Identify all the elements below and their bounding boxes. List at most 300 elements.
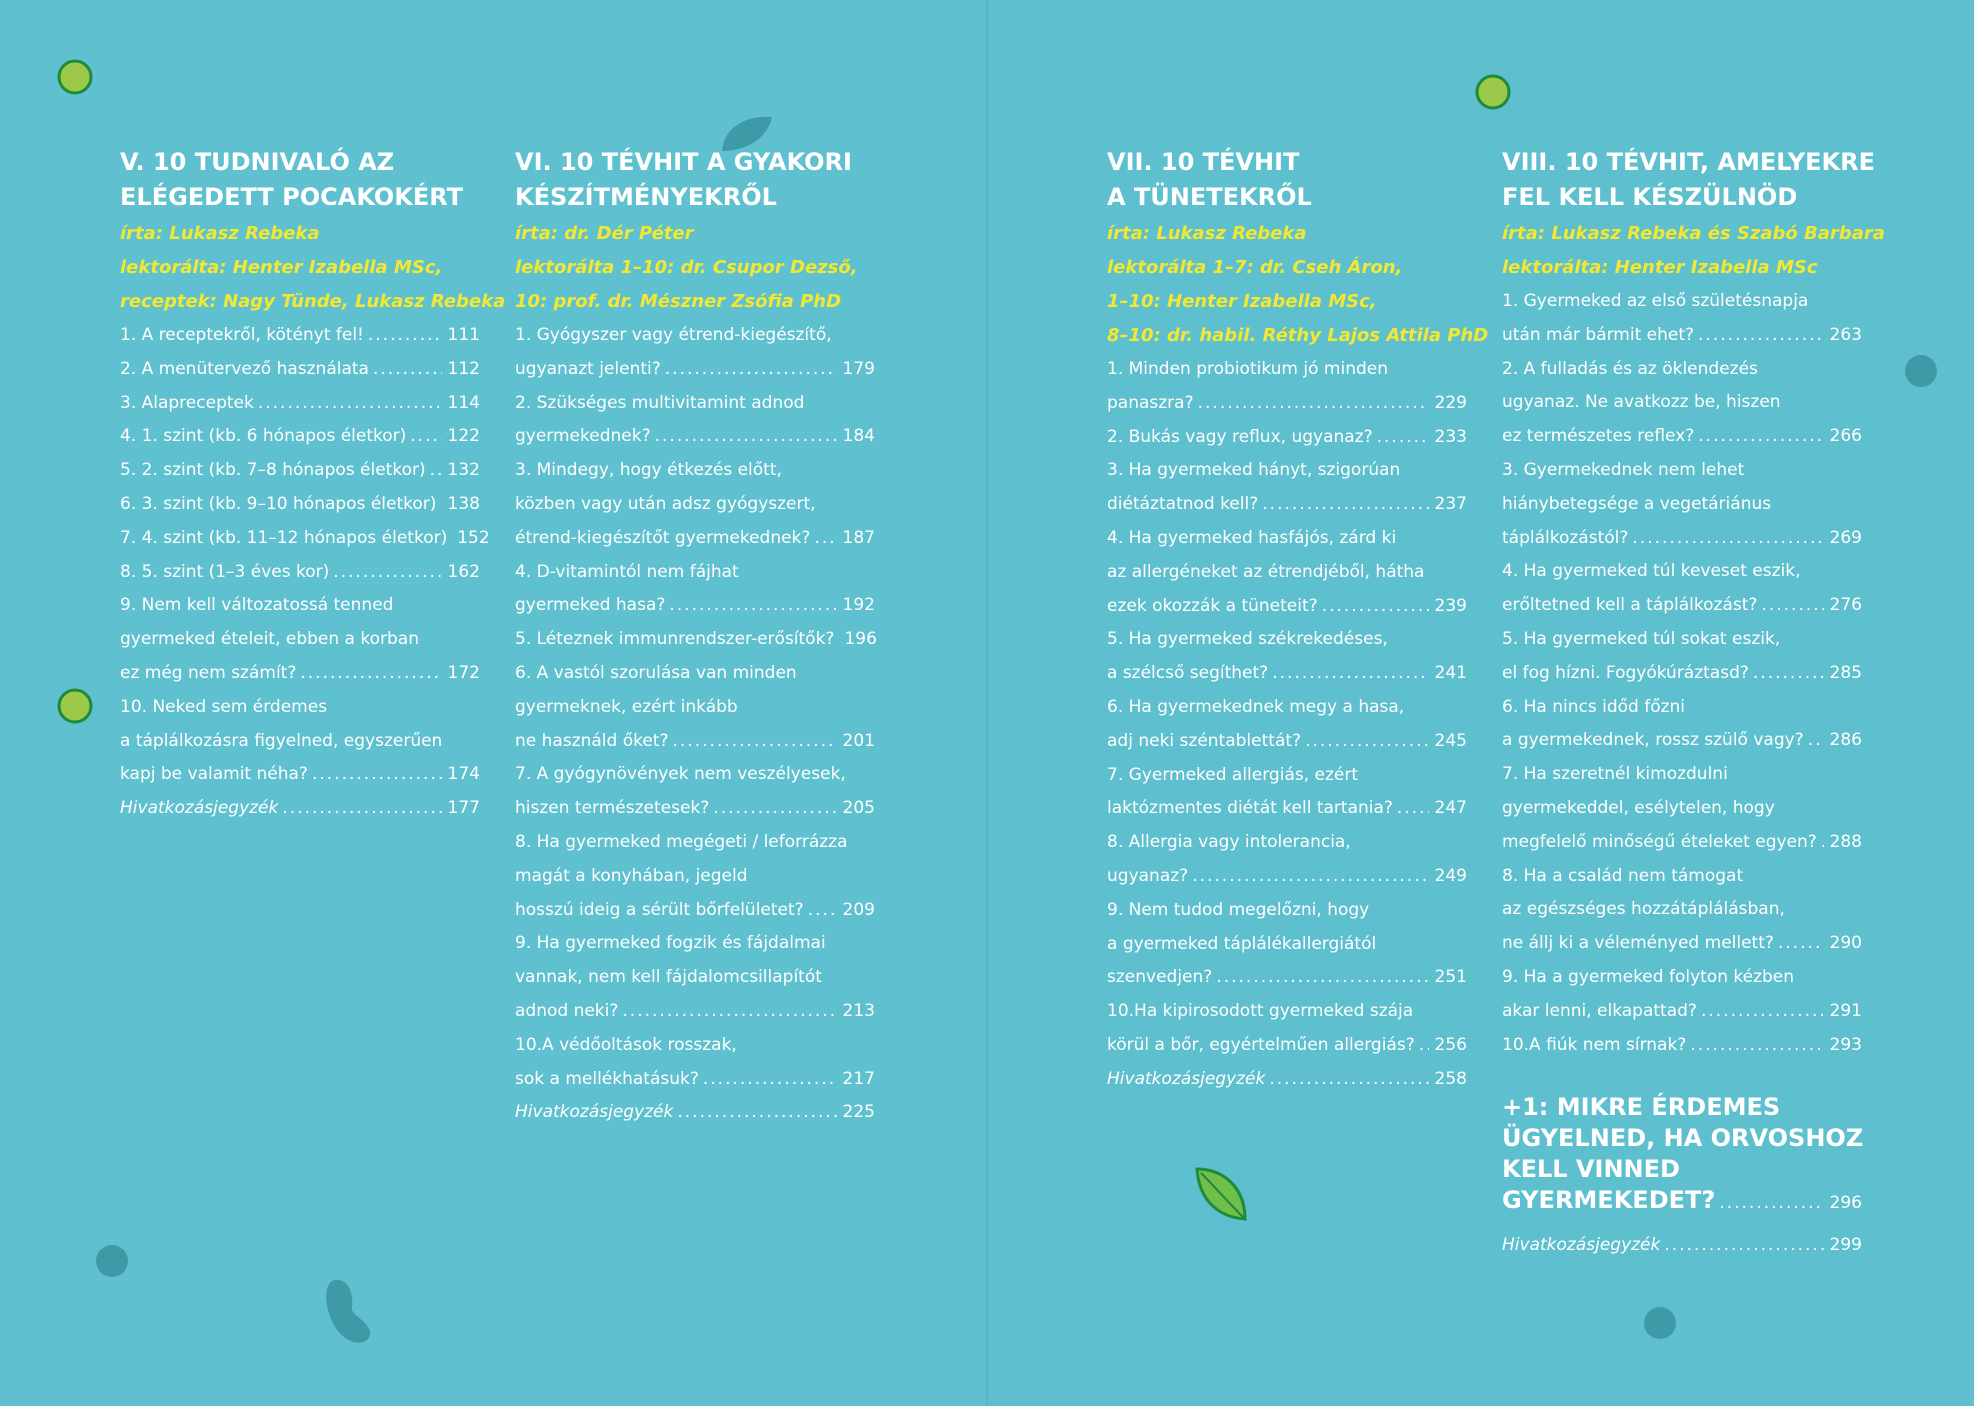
entry-last-line — [515, 623, 875, 657]
entry-last-line — [515, 420, 875, 454]
dot-leader — [1272, 657, 1428, 691]
dot-leader — [282, 792, 441, 826]
toc-entry[interactable] — [515, 927, 875, 1028]
page-number: 239 — [1434, 595, 1467, 616]
toc-entry[interactable] — [1107, 353, 1467, 421]
page-number: 249 — [1434, 865, 1467, 886]
toc-entry[interactable] — [1107, 826, 1467, 894]
dot-leader — [814, 522, 836, 556]
bonus-title[interactable] — [1502, 1092, 1862, 1219]
entry-last-line — [1107, 792, 1467, 826]
entry-text: 1. A receptekről, kötényt fel! — [120, 325, 364, 345]
section-title-line: KÉSZÍTMÉNYEKRŐL — [515, 183, 777, 211]
dot-leader — [1262, 488, 1428, 522]
section-title-line: VI. 10 TÉVHIT A GYAKORI — [515, 148, 852, 176]
dot-leader — [1632, 522, 1823, 556]
entry-text-line: 4. Ha gyermeked túl keveset eszik, — [1502, 561, 1801, 582]
dot-leader — [1719, 1188, 1823, 1219]
dot-leader — [1698, 420, 1823, 454]
entry-last-line — [120, 420, 480, 454]
entry-last-line — [515, 589, 875, 623]
entry-text: ezek okozzák a tüneteit? — [1107, 595, 1318, 616]
toc-entry[interactable] — [515, 657, 875, 758]
entry-last-line — [120, 556, 480, 590]
entry-text: táplálkozástól? — [1502, 527, 1629, 548]
toc-entries — [1107, 353, 1467, 1097]
entry-last-line — [1502, 995, 1862, 1029]
entry-last-line — [1502, 319, 1862, 353]
credit-line: írta: Lukasz Rebeka — [1107, 223, 1307, 244]
toc-entry[interactable] — [120, 589, 480, 690]
entry-text-line: 10.A védőoltások rosszak, — [515, 1034, 737, 1055]
entry-last-line — [1107, 387, 1467, 421]
page-number: 112 — [447, 358, 480, 379]
toc-column-v — [120, 145, 506, 826]
toc-entry[interactable] — [1502, 691, 1862, 759]
toc-entry[interactable] — [1502, 285, 1862, 353]
credit-line: írta: Lukasz Rebeka és Szabó Barbara — [1502, 223, 1885, 244]
entry-last-line — [1502, 1029, 1862, 1063]
entry-text-line: a táplálkozásra figyelned, egyszerűen — [120, 730, 443, 751]
entry-text-line: 1. Gyógyszer vagy étrend-kiegészítő, — [515, 325, 832, 345]
entry-last-line — [1502, 589, 1862, 623]
entry-text-line: az egészséges hozzátáplálásban, — [1502, 899, 1785, 920]
entry-text-line: 9. Nem kell változatossá tenned — [120, 595, 394, 616]
credit-line: 1–10: Henter Izabella MSc, — [1107, 291, 1377, 312]
entry-text: sok a mellékhatásuk? — [515, 1068, 699, 1089]
entry-text-line: közben vagy után adsz gyógyszert, — [515, 493, 816, 514]
section-title-line: VIII. 10 TÉVHIT, AMELYEKRE — [1502, 148, 1876, 176]
entry-text: panaszra? — [1107, 392, 1194, 413]
page-number: 172 — [447, 662, 480, 683]
page-gutter — [986, 0, 988, 1406]
page-number: 209 — [842, 899, 875, 920]
entry-text: megfelelő minőségű ételeket egyen? — [1502, 831, 1817, 852]
dot-leader — [373, 353, 442, 387]
entry-text-line: 9. Ha gyermeked fogzik és fájdalmai — [515, 933, 826, 954]
page-number: 192 — [842, 595, 875, 616]
toc-entries — [515, 319, 875, 1130]
entry-text: 5. Léteznek immunrendszer-erősítők? — [515, 629, 835, 650]
section-title — [1502, 145, 1876, 215]
toc-entry[interactable] — [515, 319, 875, 387]
entry-text: adnod neki? — [515, 1000, 619, 1021]
dot-leader — [665, 353, 837, 387]
page-number: 122 — [447, 426, 480, 447]
entry-text: Hivatkozásjegyzék — [120, 798, 279, 819]
page-number: 233 — [1434, 426, 1467, 447]
toc-entry[interactable] — [120, 319, 480, 353]
entry-text: 10.A fiúk nem sírnak? — [1502, 1034, 1687, 1055]
toc-entry[interactable] — [120, 691, 480, 792]
entry-text-line: 2. Szükséges multivitamint adnod — [515, 392, 805, 413]
entry-last-line — [120, 387, 480, 421]
entry-text: 8. 5. szint (1–3 éves kor) — [120, 561, 330, 582]
page-number: 177 — [447, 798, 480, 819]
entry-text: hiszen természetesek? — [515, 798, 710, 819]
teal-bean-icon — [318, 1275, 378, 1347]
bonus-section — [1502, 1092, 1862, 1263]
entry-last-line — [1502, 826, 1862, 860]
entry-text: el fog hízni. Fogyókúráztasd? — [1502, 662, 1749, 683]
bonus-title-line: KELL VINNED — [1502, 1155, 1680, 1184]
page-number: 285 — [1829, 662, 1862, 683]
toc-entry[interactable] — [120, 420, 480, 454]
credit-line: lektorálta 1–10: dr. Csupor Dezső, — [515, 257, 858, 278]
page-number: 225 — [842, 1102, 875, 1123]
entry-text: 2. Bukás vagy reflux, ugyanaz? — [1107, 426, 1373, 447]
toc-entry[interactable] — [1107, 421, 1467, 455]
toc-entry[interactable] — [515, 1029, 875, 1097]
entry-last-line — [515, 995, 875, 1029]
credit-line: 10: prof. dr. Mészner Zsófia PhD — [515, 291, 842, 312]
toc-entry[interactable] — [120, 454, 480, 488]
entry-text: 4. 1. szint (kb. 6 hónapos életkor) — [120, 426, 407, 447]
page-number: 217 — [842, 1068, 875, 1089]
credit-line: lektorálta: Henter Izabella MSc — [1502, 257, 1818, 278]
dot-leader — [1198, 387, 1429, 421]
dot-leader — [1269, 1063, 1428, 1097]
entry-text-line: 7. Gyermeked allergiás, ezért — [1107, 764, 1359, 785]
page-number: 229 — [1434, 392, 1467, 413]
entry-text: ugyanaz? — [1107, 865, 1189, 886]
dot-leader — [1322, 590, 1429, 624]
dot-leader — [1808, 724, 1824, 758]
entry-last-line — [515, 894, 875, 928]
credit-line: írta: Lukasz Rebeka — [120, 223, 320, 244]
section-title — [120, 145, 480, 215]
entry-text-line: 1. Gyermeked az első születésnapja — [1502, 291, 1809, 311]
references-entry[interactable] — [1502, 1229, 1862, 1263]
entry-text-line: 3. Ha gyermeked hányt, szigorúan — [1107, 460, 1401, 481]
credit-line: receptek: Nagy Tünde, Lukasz Rebeka — [120, 291, 506, 312]
entry-last-line — [1107, 421, 1467, 455]
entry-last-line — [120, 522, 490, 556]
entry-text-line: 7. Ha szeretnél kimozdulni — [1502, 764, 1728, 785]
toc-entry[interactable] — [1502, 961, 1862, 1029]
entry-text: ne állj ki a véleményed mellett? — [1502, 933, 1774, 954]
entry-last-line — [120, 792, 480, 826]
dot-leader — [1821, 826, 1824, 860]
entry-text-line: gyermeked ételeit, ebben a korban — [120, 629, 419, 650]
teal-dot-icon — [94, 1243, 130, 1279]
dot-leader — [258, 387, 442, 421]
credit-line: lektorálta 1–7: dr. Cseh Áron, — [1107, 257, 1403, 278]
toc-entry[interactable] — [515, 623, 875, 657]
dot-leader — [1664, 1229, 1823, 1263]
entry-text-line: 10. Neked sem érdemes — [120, 696, 328, 717]
entry-text-line: ugyanaz. Ne avatkozz be, hiszen — [1502, 392, 1781, 413]
dot-leader — [669, 589, 836, 623]
bonus-title-text: GYERMEKEDET? — [1502, 1186, 1716, 1215]
entry-last-line — [120, 454, 480, 488]
dot-leader — [312, 758, 442, 792]
page-number: 213 — [842, 1000, 875, 1021]
references-entry[interactable] — [120, 792, 480, 826]
dot-leader — [1761, 589, 1823, 623]
section-title — [1107, 145, 1467, 215]
page-number: 205 — [842, 798, 875, 819]
toc-entry[interactable] — [515, 826, 875, 927]
page-number: 299 — [1829, 1235, 1862, 1256]
page-number: 245 — [1434, 730, 1467, 751]
page-number: 276 — [1829, 595, 1862, 616]
page-number: 138 — [447, 493, 480, 514]
entry-text: gyermekednek? — [515, 426, 651, 447]
entry-text-line: a gyermeked táplálékallergiától — [1107, 933, 1377, 954]
entry-text: étrend-kiegészítőt gyermekednek? — [515, 527, 811, 548]
dot-leader — [1397, 792, 1429, 826]
page-number: 291 — [1829, 1000, 1862, 1021]
toc-entry[interactable] — [1502, 758, 1862, 859]
entry-text-line: 4. D-vitamintól nem fájhat — [515, 561, 739, 582]
page-number: 296 — [1829, 1193, 1862, 1214]
entry-text-line: 10.Ha kipirosodott gyermeked szája — [1107, 1001, 1414, 1022]
page-number: 187 — [842, 527, 875, 548]
entry-last-line — [1107, 725, 1467, 759]
entry-text: Hivatkozásjegyzék — [1502, 1235, 1661, 1256]
entry-text: a szélcső segíthet? — [1107, 663, 1269, 684]
entry-text-line: 2. A fulladás és az öklendezés — [1502, 358, 1758, 379]
page-number: 293 — [1829, 1034, 1862, 1055]
page-number: 114 — [447, 392, 480, 413]
entry-last-line — [1502, 420, 1862, 454]
toc-entry[interactable] — [515, 758, 875, 826]
section-title-line: V. 10 TUDNIVALÓ AZ — [120, 148, 395, 176]
entry-text: 6. 3. szint (kb. 9–10 hónapos életkor) — [120, 493, 437, 514]
entry-last-line — [515, 1096, 875, 1130]
dot-leader — [333, 556, 441, 590]
toc-column-vii — [1107, 145, 1489, 1097]
toc-entry[interactable] — [515, 387, 875, 455]
toc-entry[interactable] — [1107, 691, 1467, 759]
entry-text-line: 7. A gyógynövények nem veszélyesek, — [515, 764, 846, 785]
entry-last-line — [1502, 1229, 1862, 1263]
dot-leader — [622, 995, 836, 1029]
entry-last-line — [120, 319, 480, 353]
dot-leader — [1419, 1029, 1429, 1063]
page-number: 162 — [447, 561, 480, 582]
entry-text-line: gyermekeddel, esélytelen, hogy — [1502, 797, 1775, 818]
toc-entry[interactable] — [1107, 759, 1467, 827]
section-title-line: FEL KELL KÉSZÜLNÖD — [1502, 183, 1798, 211]
toc-entry[interactable] — [1107, 454, 1467, 522]
dot-leader — [430, 454, 442, 488]
entry-last-line — [1107, 488, 1467, 522]
toc-entry[interactable] — [1502, 860, 1862, 961]
entry-last-line — [515, 1063, 875, 1097]
references-entry[interactable] — [1107, 1063, 1467, 1097]
dot-leader — [673, 725, 837, 759]
page-number: 286 — [1829, 730, 1862, 751]
dot-leader — [1778, 927, 1824, 961]
toc-column-vi — [515, 145, 875, 1130]
entry-text-line: 6. Ha gyermekednek megy a hasa, — [1107, 696, 1405, 717]
page-number: 263 — [1829, 324, 1862, 345]
page-number: 266 — [1829, 426, 1862, 447]
page-number: 179 — [842, 358, 875, 379]
entry-last-line — [515, 353, 875, 387]
entry-text-line: az allergéneket az étrendjéből, hátha — [1107, 561, 1425, 582]
credit-line: írta: dr. Dér Péter — [515, 223, 694, 244]
dot-leader — [703, 1063, 837, 1097]
entry-last-line — [1107, 1063, 1467, 1097]
page-number: 132 — [447, 460, 480, 481]
green-dot-icon — [56, 58, 94, 96]
dot-leader — [368, 319, 442, 353]
entry-last-line — [1107, 860, 1467, 894]
entry-text: hosszú ideig a sérült bőrfelületet? — [515, 899, 804, 920]
toc-column-viii — [1502, 145, 1885, 1263]
dot-leader — [1698, 319, 1824, 353]
entry-text: szenvedjen? — [1107, 967, 1213, 988]
entry-text-line: 1. Minden probiotikum jó minden — [1107, 359, 1388, 379]
toc-entry[interactable] — [1502, 623, 1862, 691]
entry-text-line: 8. Allergia vagy intolerancia, — [1107, 832, 1351, 853]
toc-entry[interactable] — [120, 488, 480, 522]
dot-leader — [1377, 421, 1429, 455]
entry-text-line: magát a konyhában, jegeld — [515, 865, 748, 886]
entry-text: 3. Alapreceptek — [120, 392, 254, 413]
entry-text: Hivatkozásjegyzék — [1107, 1068, 1266, 1089]
page-number: 256 — [1434, 1034, 1467, 1055]
entry-text: erőltetned kell a táplálkozást? — [1502, 595, 1758, 616]
dot-leader — [1690, 1029, 1823, 1063]
entry-last-line — [515, 725, 875, 759]
entry-text-line: 9. Ha a gyermeked folyton kézben — [1502, 966, 1795, 987]
toc-entry[interactable] — [1107, 522, 1467, 623]
toc-entry[interactable] — [515, 556, 875, 624]
dot-leader — [410, 420, 441, 454]
toc-entry[interactable] — [1502, 555, 1862, 623]
entry-text-line: 6. Ha nincs időd főzni — [1502, 696, 1686, 717]
bonus-title-line: +1: MIKRE ÉRDEMES — [1502, 1093, 1781, 1122]
page-number: 237 — [1434, 494, 1467, 515]
entry-last-line — [1502, 927, 1862, 961]
references-entry[interactable] — [515, 1096, 875, 1130]
toc-entries — [120, 319, 490, 826]
bonus-title-line: ÜGYELNED, HA ORVOSHOZ — [1502, 1124, 1864, 1153]
entry-text: kapj be valamit néha? — [120, 764, 308, 785]
section-title — [515, 145, 875, 215]
entry-text: 7. 4. szint (kb. 11–12 hónapos életkor) — [120, 527, 448, 548]
entry-text: ez természetes reflex? — [1502, 426, 1695, 447]
toc-entry[interactable] — [120, 387, 480, 421]
toc-entry[interactable] — [1502, 454, 1862, 555]
entry-text: Hivatkozásjegyzék — [515, 1102, 674, 1123]
dot-leader — [1305, 725, 1428, 759]
dot-leader — [677, 1096, 836, 1130]
page-number: 184 — [842, 426, 875, 447]
entry-last-line — [120, 758, 480, 792]
page-number: 201 — [842, 730, 875, 751]
entry-last-line — [515, 522, 875, 556]
dot-leader — [713, 792, 836, 826]
entry-text-line: 4. Ha gyermeked hasfájós, zárd ki — [1107, 527, 1397, 548]
toc-entry[interactable] — [120, 353, 480, 387]
entry-text-line: 9. Nem tudod megelőzni, hogy — [1107, 899, 1370, 920]
entry-last-line — [515, 792, 875, 826]
bonus-title-last-line — [1502, 1185, 1862, 1219]
section-title-line: VII. 10 TÉVHIT — [1107, 148, 1300, 176]
page-number: 247 — [1434, 798, 1467, 819]
entry-text: ez még nem számít? — [120, 662, 297, 683]
dot-leader — [655, 420, 837, 454]
toc-entry[interactable] — [120, 556, 480, 590]
entry-last-line — [120, 488, 480, 522]
entry-text: gyermeked hasa? — [515, 595, 666, 616]
credit-line: lektorálta: Henter Izabella MSc, — [120, 257, 443, 278]
entry-last-line — [1502, 522, 1862, 556]
entry-text-line: 6. A vastól szorulása van minden — [515, 662, 797, 683]
page-number: 258 — [1434, 1068, 1467, 1089]
entry-text-line: vannak, nem kell fájdalomcsillapítót — [515, 967, 822, 988]
page-number: 152 — [457, 527, 490, 548]
entry-last-line — [1502, 657, 1862, 691]
entry-text-line: 5. Ha gyermeked székrekedéses, — [1107, 629, 1388, 650]
toc-entry[interactable] — [515, 454, 875, 555]
toc-entry[interactable] — [120, 522, 490, 556]
entry-text: 2. A menütervező használata — [120, 358, 369, 379]
entry-last-line — [1107, 961, 1467, 995]
toc-entries — [1502, 285, 1862, 1062]
toc-entry[interactable] — [1107, 894, 1467, 995]
entry-text: 5. 2. szint (kb. 7–8 hónapos életkor) — [120, 460, 426, 481]
page-number: 174 — [447, 764, 480, 785]
page-number: 111 — [447, 325, 480, 345]
entry-text: ne használd őket? — [515, 730, 669, 751]
entry-text: akar lenni, elkapattad? — [1502, 1000, 1697, 1021]
toc-entry[interactable] — [1502, 1029, 1862, 1063]
teal-dot-icon — [1642, 1305, 1678, 1341]
dot-leader — [1192, 860, 1428, 894]
page-number: 288 — [1829, 831, 1862, 852]
entry-text: a gyermekednek, rossz szülő vagy? — [1502, 730, 1804, 751]
entry-text-line: 8. Ha gyermeked megégeti / leforrázza — [515, 831, 848, 852]
page-number: 290 — [1829, 933, 1862, 954]
dot-leader — [1701, 995, 1824, 1029]
section-title-line: ELÉGEDETT POCAKOKÉRT — [120, 183, 464, 211]
toc-entry[interactable] — [1107, 995, 1467, 1063]
entry-last-line — [1107, 1029, 1467, 1063]
toc-entry[interactable] — [1502, 353, 1862, 454]
toc-entry[interactable] — [1107, 623, 1467, 691]
entry-text: ugyanazt jelenti? — [515, 358, 661, 379]
credit-line: 8–10: dr. habil. Réthy Lajos Attila PhD — [1107, 325, 1489, 346]
entry-text: adj neki széntablettát? — [1107, 730, 1302, 751]
dot-leader — [1753, 657, 1824, 691]
entry-last-line — [120, 657, 480, 691]
entry-text-line: 8. Ha a család nem támogat — [1502, 865, 1744, 886]
green-dot-icon — [1474, 73, 1512, 111]
entry-text: diétáztatnod kell? — [1107, 494, 1259, 515]
page-number: 269 — [1829, 527, 1862, 548]
entry-text-line: 3. Mindegy, hogy étkezés előtt, — [515, 460, 782, 481]
dot-leader — [1216, 961, 1428, 995]
entry-last-line — [1107, 590, 1467, 624]
entry-text: körül a bőr, egyértelműen allergiás? — [1107, 1034, 1415, 1055]
dot-leader — [300, 657, 441, 691]
entry-last-line — [1107, 657, 1467, 691]
entry-last-line — [120, 353, 480, 387]
page-number: 241 — [1434, 663, 1467, 684]
green-dot-icon — [56, 687, 94, 725]
entry-last-line — [1502, 724, 1862, 758]
green-leaf-icon — [1193, 1165, 1249, 1225]
entry-text-line: gyermeknek, ezért inkább — [515, 696, 738, 717]
entry-text: laktózmentes diétát kell tartania? — [1107, 798, 1393, 819]
entry-text-line: hiánybetegsége a vegetáriánus — [1502, 493, 1772, 514]
